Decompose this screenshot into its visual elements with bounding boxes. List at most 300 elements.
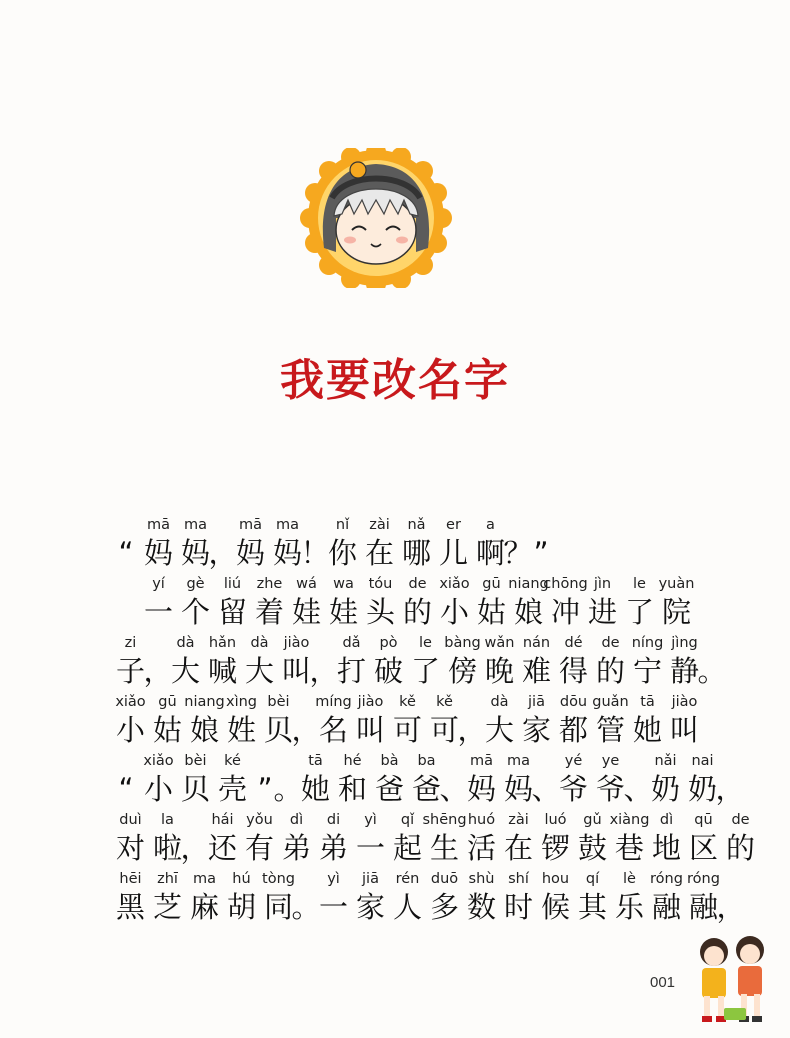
- pinyin: de: [408, 576, 427, 592]
- character-unit: [621, 574, 658, 630]
- pinyin: ma: [506, 753, 530, 769]
- character-unit: [389, 869, 426, 925]
- hanzi: 破: [373, 654, 403, 688]
- character-unit: [481, 633, 518, 689]
- character-unit: [623, 751, 653, 807]
- pinyin: zài: [369, 517, 390, 533]
- pinyin: hǎn: [208, 635, 237, 651]
- hanzi: 一: [318, 890, 348, 924]
- pinyin: de: [601, 635, 620, 651]
- pinyin: nǎ: [407, 517, 426, 533]
- pinyin: shí: [508, 871, 529, 887]
- pinyin: jiā: [528, 694, 545, 710]
- hanzi: 打: [336, 654, 366, 688]
- hanzi: 留: [217, 595, 247, 629]
- pinyin: ké: [224, 753, 241, 769]
- hanzi: 姑: [476, 595, 506, 629]
- hanzi: 乐: [614, 890, 644, 924]
- hanzi: 生: [429, 831, 459, 865]
- pinyin: tā: [640, 694, 655, 710]
- hanzi: 一: [143, 595, 173, 629]
- hanzi: 娘: [189, 713, 219, 747]
- pinyin: zhe: [256, 576, 283, 592]
- pinyin: dà: [490, 694, 509, 710]
- pinyin: yì: [327, 871, 340, 887]
- girl-face-avatar-icon: [296, 148, 456, 288]
- pinyin: jìn: [593, 576, 612, 592]
- character-unit: [334, 751, 371, 807]
- hanzi: 。: [291, 890, 321, 924]
- hanzi: 娘: [513, 595, 543, 629]
- pinyin: chōng: [543, 576, 588, 592]
- pinyin: le: [419, 635, 432, 651]
- hanzi: 大: [244, 654, 274, 688]
- pinyin: hēi: [119, 871, 142, 887]
- character-unit: [500, 869, 537, 925]
- character-unit: [398, 515, 435, 571]
- pinyin: ye: [601, 753, 620, 769]
- character-unit: [715, 751, 745, 807]
- pinyin: ma: [275, 517, 299, 533]
- hanzi: 宁: [632, 654, 662, 688]
- hanzi: 妈: [272, 536, 302, 570]
- hanzi: 叫: [281, 654, 311, 688]
- hanzi: 她: [300, 772, 330, 806]
- hanzi: 壳: [217, 772, 247, 806]
- hanzi: 妈: [235, 536, 265, 570]
- character-unit: [278, 810, 315, 866]
- pinyin: le: [633, 576, 646, 592]
- character-unit: [592, 692, 629, 748]
- hanzi: 奶: [650, 772, 680, 806]
- hanzi: 贝: [263, 713, 293, 747]
- hanzi: 融: [688, 890, 718, 924]
- character-unit: [422, 810, 467, 866]
- character-unit: [297, 751, 334, 807]
- character-unit: [370, 633, 407, 689]
- character-unit: [666, 692, 703, 748]
- hanzi: 数: [466, 890, 496, 924]
- character-unit: [463, 869, 500, 925]
- hanzi: 喊: [207, 654, 237, 688]
- hanzi: 头: [365, 595, 395, 629]
- character-unit: [167, 633, 204, 689]
- hanzi: ！: [300, 536, 330, 570]
- hanzi: 对: [115, 831, 145, 865]
- hanzi: 个: [180, 595, 210, 629]
- hanzi: 儿: [438, 536, 468, 570]
- hanzi: ，: [715, 772, 745, 806]
- hanzi: 爷: [595, 772, 625, 806]
- pinyin: mā: [238, 517, 262, 533]
- character-unit: [611, 810, 648, 866]
- pinyin: nán: [522, 635, 551, 651]
- pinyin: la: [161, 812, 174, 828]
- hanzi: ，: [716, 890, 746, 924]
- hanzi: 小: [439, 595, 469, 629]
- pinyin: jìng: [671, 635, 698, 651]
- hanzi: ，: [457, 713, 487, 747]
- character-unit: [537, 869, 574, 925]
- hanzi: 爸: [411, 772, 441, 806]
- character-unit: [648, 869, 685, 925]
- character-unit: [362, 574, 399, 630]
- pinyin: róng: [650, 871, 683, 887]
- hanzi: 贝: [180, 772, 210, 806]
- character-unit: [584, 574, 621, 630]
- pinyin: dé: [564, 635, 583, 651]
- character-unit: [241, 633, 278, 689]
- hanzi: 啦: [152, 831, 182, 865]
- pinyin: shēng: [422, 812, 467, 828]
- hanzi: 子: [115, 654, 145, 688]
- pinyin: pò: [379, 635, 398, 651]
- pinyin: qí: [585, 871, 600, 887]
- hanzi: 芝: [152, 890, 182, 924]
- pinyin: mā: [146, 517, 170, 533]
- character-unit: [457, 692, 487, 748]
- character-unit: [407, 633, 444, 689]
- character-unit: [309, 633, 339, 689]
- pinyin: róng: [687, 871, 720, 887]
- character-unit: [204, 633, 241, 689]
- hanzi: ？: [503, 536, 533, 570]
- character-unit: [143, 633, 173, 689]
- character-unit: [527, 515, 555, 571]
- pinyin: ma: [183, 517, 207, 533]
- character-unit: [325, 574, 362, 630]
- hanzi: 、: [439, 772, 469, 806]
- hanzi: 难: [521, 654, 551, 688]
- pinyin: gū: [158, 694, 177, 710]
- hanzi: 可: [429, 713, 459, 747]
- character-unit: [574, 810, 611, 866]
- character-unit: [352, 869, 389, 925]
- character-unit: [426, 869, 463, 925]
- pinyin: di: [326, 812, 341, 828]
- pinyin: jiā: [362, 871, 379, 887]
- character-unit: [177, 751, 214, 807]
- hanzi: “: [118, 536, 134, 570]
- hanzi: 融: [651, 890, 681, 924]
- character-unit: [537, 810, 574, 866]
- pinyin: kě: [436, 694, 453, 710]
- hanzi: 同: [263, 890, 293, 924]
- pinyin: tā: [308, 753, 323, 769]
- character-unit: [315, 692, 352, 748]
- hanzi: 活: [466, 831, 496, 865]
- hanzi: 巷: [614, 831, 644, 865]
- pinyin: xiǎo: [143, 753, 174, 769]
- pinyin: zài: [508, 812, 529, 828]
- pinyin: huó: [467, 812, 496, 828]
- hanzi: 还: [207, 831, 237, 865]
- hanzi: 名: [318, 713, 348, 747]
- pinyin: luó: [544, 812, 567, 828]
- hanzi: 妈: [466, 772, 496, 806]
- pinyin: shù: [468, 871, 495, 887]
- pinyin: duō: [430, 871, 459, 887]
- hanzi: ，: [180, 831, 210, 865]
- character-unit: [435, 515, 472, 571]
- hanzi: 都: [558, 713, 588, 747]
- pinyin: de: [731, 812, 750, 828]
- character-unit: [186, 692, 223, 748]
- pinyin: hái: [211, 812, 234, 828]
- text-line: [112, 866, 746, 925]
- hanzi: 得: [558, 654, 588, 688]
- character-unit: [180, 810, 210, 866]
- character-unit: [112, 751, 140, 807]
- hanzi: 了: [410, 654, 440, 688]
- hanzi: 可: [392, 713, 422, 747]
- character-unit: [251, 574, 288, 630]
- character-unit: [112, 574, 140, 630]
- hanzi: ，: [309, 654, 339, 688]
- chapter-title: 我要改名字: [280, 355, 510, 406]
- hanzi: 锣: [540, 831, 570, 865]
- character-unit: [716, 869, 746, 925]
- hanzi: 地: [651, 831, 681, 865]
- pinyin: niang: [508, 576, 549, 592]
- pinyin: tòng: [262, 871, 295, 887]
- hanzi: 爷: [558, 772, 588, 806]
- pinyin: bèi: [184, 753, 207, 769]
- pinyin: gū: [482, 576, 501, 592]
- hanzi: 管: [595, 713, 625, 747]
- character-unit: [324, 515, 361, 571]
- page-number: 001: [650, 974, 676, 991]
- hanzi: 黑: [115, 890, 145, 924]
- pinyin: yé: [564, 753, 583, 769]
- pinyin: wá: [296, 576, 317, 592]
- pinyin: dì: [659, 812, 674, 828]
- hanzi: 的: [402, 595, 432, 629]
- character-unit: [473, 574, 510, 630]
- pinyin: guǎn: [592, 694, 629, 710]
- character-unit: [518, 692, 555, 748]
- hanzi: 院: [661, 595, 691, 629]
- character-unit: [463, 810, 500, 866]
- pinyin: wǎn: [484, 635, 515, 651]
- hanzi: 的: [725, 831, 755, 865]
- character-unit: [149, 869, 186, 925]
- hanzi: 区: [688, 831, 718, 865]
- pinyin: nai: [691, 753, 714, 769]
- hanzi: 娃: [328, 595, 358, 629]
- hanzi: 爸: [374, 772, 404, 806]
- pinyin: yǒu: [246, 812, 273, 828]
- pinyin: xiàng: [609, 812, 650, 828]
- character-unit: [658, 574, 695, 630]
- hanzi: 起: [392, 831, 422, 865]
- hanzi: 家: [355, 890, 385, 924]
- hanzi: 多: [429, 890, 459, 924]
- text-line: [112, 571, 695, 630]
- character-unit: [232, 515, 269, 571]
- character-unit: [177, 574, 214, 630]
- character-unit: [463, 751, 500, 807]
- text-line: [112, 689, 699, 748]
- hanzi: 晚: [484, 654, 514, 688]
- character-unit: [223, 869, 260, 925]
- hanzi: 妈: [180, 536, 210, 570]
- two-kids-illustration-icon: [684, 926, 784, 1036]
- pinyin: ba: [417, 753, 436, 769]
- hanzi: 、: [531, 772, 561, 806]
- character-unit: [291, 692, 321, 748]
- hanzi: 娃: [291, 595, 321, 629]
- pinyin: er: [446, 517, 461, 533]
- character-unit: [361, 515, 398, 571]
- pinyin: dà: [250, 635, 269, 651]
- character-unit: [389, 692, 426, 748]
- text-line: [112, 630, 727, 689]
- pinyin: qǐ: [400, 812, 415, 828]
- pinyin: jiào: [357, 694, 384, 710]
- pinyin: yì: [364, 812, 377, 828]
- character-unit: [389, 810, 426, 866]
- pinyin: hú: [232, 871, 251, 887]
- pinyin: wa: [333, 576, 354, 592]
- character-unit: [149, 692, 186, 748]
- hanzi: 胡: [226, 890, 256, 924]
- character-unit: [273, 751, 303, 807]
- character-unit: [291, 869, 321, 925]
- hanzi: 小: [115, 713, 145, 747]
- pinyin: gè: [186, 576, 205, 592]
- hanzi: 妈: [503, 772, 533, 806]
- character-unit: [112, 692, 149, 748]
- pinyin: dì: [289, 812, 304, 828]
- hanzi: 鼓: [577, 831, 607, 865]
- pinyin: liú: [223, 576, 242, 592]
- character-unit: [288, 574, 325, 630]
- pinyin: rén: [395, 871, 420, 887]
- text-line: [112, 512, 672, 571]
- character-unit: [352, 692, 389, 748]
- pinyin: ma: [192, 871, 216, 887]
- character-unit: [722, 810, 759, 866]
- character-unit: [371, 751, 408, 807]
- hanzi: 姓: [226, 713, 256, 747]
- character-unit: [333, 633, 370, 689]
- character-unit: [647, 751, 684, 807]
- character-unit: [208, 515, 238, 571]
- hanzi: 的: [595, 654, 625, 688]
- character-unit: [399, 574, 436, 630]
- pinyin: yuàn: [658, 576, 695, 592]
- pinyin: gǔ: [583, 812, 602, 828]
- hanzi: 奶: [687, 772, 717, 806]
- pinyin: dōu: [559, 694, 588, 710]
- hanzi: ，: [143, 654, 173, 688]
- character-unit: [611, 869, 648, 925]
- hanzi: 她: [632, 713, 662, 747]
- pinyin: zhī: [157, 871, 178, 887]
- hanzi: ”: [257, 772, 273, 806]
- pinyin: bà: [380, 753, 399, 769]
- pinyin: yí: [152, 576, 165, 592]
- hanzi: 时: [503, 890, 533, 924]
- pinyin: niang: [184, 694, 225, 710]
- character-unit: [315, 810, 352, 866]
- hanzi: 。: [697, 654, 727, 688]
- pinyin: tóu: [368, 576, 393, 592]
- hanzi: 啊: [475, 536, 505, 570]
- character-unit: [439, 751, 469, 807]
- pinyin: hé: [343, 753, 362, 769]
- character-unit: [629, 633, 666, 689]
- pinyin: mā: [469, 753, 493, 769]
- hanzi: ，: [291, 713, 321, 747]
- hanzi: 大: [170, 654, 200, 688]
- character-unit: [112, 515, 140, 571]
- hanzi: 家: [521, 713, 551, 747]
- character-unit: [697, 633, 727, 689]
- hanzi: 大: [484, 713, 514, 747]
- character-unit: [214, 751, 251, 807]
- pinyin: hou: [541, 871, 570, 887]
- character-unit: [574, 869, 611, 925]
- hanzi: ”: [533, 536, 549, 570]
- hanzi: ，: [208, 536, 238, 570]
- hanzi: 着: [254, 595, 284, 629]
- hanzi: 弟: [318, 831, 348, 865]
- character-unit: [241, 810, 278, 866]
- character-unit: [140, 574, 177, 630]
- hanzi: 弟: [281, 831, 311, 865]
- character-unit: [315, 869, 352, 925]
- hanzi: 一: [355, 831, 385, 865]
- hanzi: 你: [327, 536, 357, 570]
- pinyin: xiǎo: [115, 694, 146, 710]
- pinyin: a: [486, 517, 495, 533]
- character-unit: [555, 633, 592, 689]
- hanzi: 叫: [355, 713, 385, 747]
- character-unit: [352, 810, 389, 866]
- character-unit: [518, 633, 555, 689]
- character-unit: [592, 633, 629, 689]
- hanzi: 进: [587, 595, 617, 629]
- hanzi: 了: [624, 595, 654, 629]
- hanzi: 傍: [447, 654, 477, 688]
- pinyin: míng: [315, 694, 352, 710]
- character-unit: [543, 574, 588, 630]
- hanzi: 。: [273, 772, 303, 806]
- pinyin: bàng: [444, 635, 481, 651]
- pinyin: bèi: [267, 694, 290, 710]
- character-unit: [112, 869, 149, 925]
- hanzi: 、: [623, 772, 653, 806]
- pinyin-text-body: [112, 512, 755, 925]
- hanzi: 有: [244, 831, 274, 865]
- character-unit: [555, 692, 592, 748]
- pinyin: jiào: [283, 635, 310, 651]
- hanzi: 姑: [152, 713, 182, 747]
- hanzi: 哪: [401, 536, 431, 570]
- hanzi: 和: [337, 772, 367, 806]
- hanzi: 妈: [143, 536, 173, 570]
- character-unit: [140, 515, 177, 571]
- hanzi: 在: [503, 831, 533, 865]
- character-unit: [112, 810, 149, 866]
- hanzi: 小: [143, 772, 173, 806]
- pinyin: zi: [124, 635, 137, 651]
- hanzi: 人: [392, 890, 422, 924]
- character-unit: [629, 692, 666, 748]
- character-unit: [555, 751, 592, 807]
